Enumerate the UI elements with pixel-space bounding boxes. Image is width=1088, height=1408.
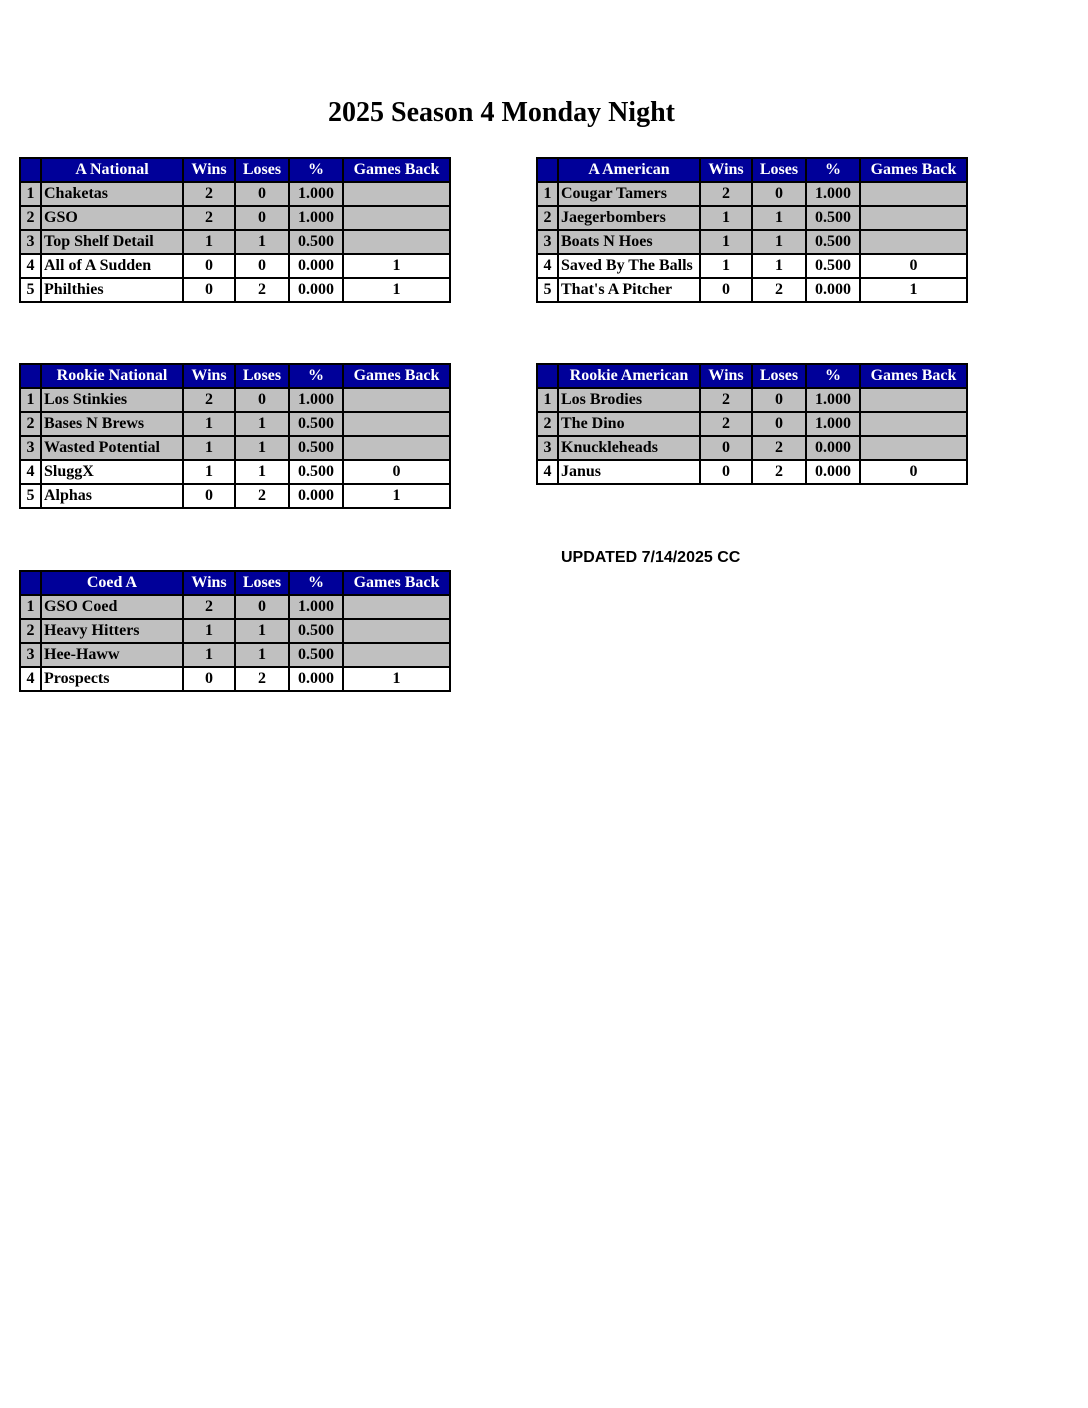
team-name-cell: Philthies	[41, 278, 183, 302]
games-back-cell: 1	[343, 484, 450, 508]
games-back-cell	[343, 595, 450, 619]
wins-cell: 0	[183, 278, 235, 302]
pct-cell: 1.000	[806, 182, 860, 206]
table-row	[20, 484, 450, 508]
wins-cell: 2	[183, 595, 235, 619]
wins-header: Wins	[183, 571, 235, 595]
table-row	[20, 436, 450, 460]
rank-cell: 1	[20, 388, 41, 412]
games-back-header: Games Back	[860, 158, 967, 182]
team-name-cell: Los Stinkies	[41, 388, 183, 412]
division-name: Coed A	[41, 571, 183, 595]
wins-cell: 0	[183, 254, 235, 278]
loses-header: Loses	[752, 158, 806, 182]
loses-cell: 1	[752, 230, 806, 254]
games-back-header: Games Back	[343, 158, 450, 182]
table-row	[20, 388, 450, 412]
rank-cell: 1	[20, 595, 41, 619]
games-back-cell	[860, 436, 967, 460]
wins-cell: 2	[700, 182, 752, 206]
loses-header: Loses	[235, 364, 289, 388]
standings-table-a-american	[536, 157, 968, 303]
loses-cell: 1	[752, 254, 806, 278]
table-row	[20, 230, 450, 254]
team-name-cell: Chaketas	[41, 182, 183, 206]
loses-cell: 0	[235, 254, 289, 278]
table-row	[537, 460, 967, 484]
table-row	[20, 206, 450, 230]
pct-header: %	[806, 364, 860, 388]
pct-cell: 0.500	[289, 230, 343, 254]
table-row	[20, 182, 450, 206]
rank-cell: 5	[537, 278, 558, 302]
table-row	[537, 412, 967, 436]
standings-table-rookie-american	[536, 363, 968, 485]
wins-cell: 2	[183, 388, 235, 412]
games-back-header: Games Back	[343, 364, 450, 388]
team-name-cell: Saved By The Balls	[558, 254, 700, 278]
team-name-cell: GSO Coed	[41, 595, 183, 619]
games-back-header: Games Back	[860, 364, 967, 388]
rank-cell: 4	[20, 667, 41, 691]
team-name-cell: GSO	[41, 206, 183, 230]
team-name-cell: SluggX	[41, 460, 183, 484]
loses-cell: 0	[235, 388, 289, 412]
games-back-cell	[343, 643, 450, 667]
rank-cell: 2	[537, 412, 558, 436]
games-back-cell: 1	[343, 254, 450, 278]
wins-header: Wins	[700, 364, 752, 388]
wins-cell: 1	[183, 230, 235, 254]
rank-cell: 4	[20, 254, 41, 278]
wins-cell: 1	[700, 206, 752, 230]
wins-cell: 2	[183, 206, 235, 230]
team-name-cell: Hee-Haww	[41, 643, 183, 667]
rank-cell: 3	[537, 230, 558, 254]
team-name-cell: That's A Pitcher	[558, 278, 700, 302]
games-back-cell	[860, 230, 967, 254]
table-row	[20, 619, 450, 643]
team-name-cell: Jaegerbombers	[558, 206, 700, 230]
loses-header: Loses	[235, 571, 289, 595]
rank-cell: 2	[20, 619, 41, 643]
team-name-cell: Alphas	[41, 484, 183, 508]
rank-cell: 2	[537, 206, 558, 230]
header-row	[20, 364, 450, 388]
rank-cell: 3	[20, 436, 41, 460]
division-name: A National	[41, 158, 183, 182]
standings-table-a-national	[19, 157, 451, 303]
games-back-cell	[343, 388, 450, 412]
loses-header: Loses	[235, 158, 289, 182]
loses-cell: 1	[235, 412, 289, 436]
pct-cell: 1.000	[806, 388, 860, 412]
rank-cell: 2	[20, 412, 41, 436]
wins-cell: 0	[700, 278, 752, 302]
pct-cell: 0.000	[806, 436, 860, 460]
games-back-cell	[343, 182, 450, 206]
rank-cell: 3	[20, 230, 41, 254]
wins-cell: 0	[700, 436, 752, 460]
games-back-header: Games Back	[343, 571, 450, 595]
games-back-cell: 0	[860, 254, 967, 278]
rank-cell: 5	[20, 484, 41, 508]
team-name-cell: Top Shelf Detail	[41, 230, 183, 254]
pct-cell: 1.000	[289, 388, 343, 412]
loses-cell: 1	[235, 230, 289, 254]
table-row	[537, 388, 967, 412]
loses-cell: 2	[752, 460, 806, 484]
games-back-cell	[860, 388, 967, 412]
games-back-cell	[343, 436, 450, 460]
pct-cell: 0.000	[289, 667, 343, 691]
games-back-cell: 1	[343, 667, 450, 691]
rank-cell: 1	[537, 388, 558, 412]
table-row	[20, 254, 450, 278]
header-row	[20, 158, 450, 182]
pct-cell: 0.000	[806, 460, 860, 484]
team-name-cell: Los Brodies	[558, 388, 700, 412]
loses-cell: 0	[235, 595, 289, 619]
games-back-cell: 1	[860, 278, 967, 302]
team-name-cell: Cougar Tamers	[558, 182, 700, 206]
pct-cell: 0.500	[806, 206, 860, 230]
updated-note: UPDATED 7/14/2025 CC	[561, 549, 741, 566]
team-name-cell: Prospects	[41, 667, 183, 691]
header-row	[537, 364, 967, 388]
games-back-cell	[860, 206, 967, 230]
table-row	[20, 667, 450, 691]
loses-cell: 1	[235, 643, 289, 667]
pct-cell: 0.500	[289, 619, 343, 643]
table-row	[537, 254, 967, 278]
wins-cell: 2	[700, 412, 752, 436]
team-name-cell: Janus	[558, 460, 700, 484]
table-row	[20, 643, 450, 667]
loses-cell: 0	[235, 206, 289, 230]
team-name-cell: Boats N Hoes	[558, 230, 700, 254]
rank-header	[20, 571, 41, 595]
table-row	[20, 278, 450, 302]
rank-cell: 4	[537, 460, 558, 484]
rank-header	[20, 364, 41, 388]
loses-header: Loses	[752, 364, 806, 388]
loses-cell: 2	[235, 484, 289, 508]
division-name: A American	[558, 158, 700, 182]
games-back-cell	[343, 206, 450, 230]
division-name: Rookie National	[41, 364, 183, 388]
rank-cell: 3	[537, 436, 558, 460]
rank-cell: 2	[20, 206, 41, 230]
table-row	[20, 595, 450, 619]
division-name: Rookie American	[558, 364, 700, 388]
wins-cell: 1	[700, 254, 752, 278]
loses-cell: 0	[752, 182, 806, 206]
pct-cell: 1.000	[289, 182, 343, 206]
pct-cell: 0.500	[806, 254, 860, 278]
wins-cell: 1	[183, 643, 235, 667]
games-back-cell	[343, 412, 450, 436]
wins-cell: 2	[183, 182, 235, 206]
games-back-cell: 0	[343, 460, 450, 484]
loses-cell: 2	[752, 436, 806, 460]
games-back-cell	[860, 412, 967, 436]
rank-cell: 4	[20, 460, 41, 484]
loses-cell: 1	[235, 436, 289, 460]
page-title: 2025 Season 4 Monday Night	[328, 97, 675, 128]
table-row	[20, 412, 450, 436]
loses-cell: 1	[235, 460, 289, 484]
games-back-cell: 1	[343, 278, 450, 302]
games-back-cell: 0	[860, 460, 967, 484]
pct-cell: 1.000	[289, 595, 343, 619]
pct-header: %	[289, 571, 343, 595]
rank-cell: 4	[537, 254, 558, 278]
wins-cell: 1	[183, 619, 235, 643]
games-back-cell	[343, 619, 450, 643]
table-row	[537, 278, 967, 302]
table-row	[20, 460, 450, 484]
loses-cell: 0	[752, 412, 806, 436]
loses-cell: 1	[235, 619, 289, 643]
pct-cell: 0.500	[289, 460, 343, 484]
wins-cell: 1	[183, 412, 235, 436]
rank-cell: 1	[537, 182, 558, 206]
pct-cell: 0.500	[289, 643, 343, 667]
standings-table-coed-a	[19, 570, 451, 692]
wins-header: Wins	[183, 364, 235, 388]
team-name-cell: Wasted Potential	[41, 436, 183, 460]
pct-cell: 0.000	[806, 278, 860, 302]
games-back-cell	[860, 182, 967, 206]
wins-cell: 1	[183, 460, 235, 484]
team-name-cell: All of A Sudden	[41, 254, 183, 278]
rank-header	[20, 158, 41, 182]
table-row	[537, 230, 967, 254]
loses-cell: 2	[235, 278, 289, 302]
loses-cell: 0	[235, 182, 289, 206]
wins-cell: 1	[183, 436, 235, 460]
rank-cell: 1	[20, 182, 41, 206]
pct-cell: 0.000	[289, 254, 343, 278]
wins-cell: 2	[700, 388, 752, 412]
loses-cell: 2	[235, 667, 289, 691]
rank-header	[537, 158, 558, 182]
pct-header: %	[289, 364, 343, 388]
header-row	[20, 571, 450, 595]
team-name-cell: Heavy Hitters	[41, 619, 183, 643]
pct-cell: 0.500	[289, 412, 343, 436]
table-row	[537, 182, 967, 206]
loses-cell: 0	[752, 388, 806, 412]
pct-cell: 0.000	[289, 278, 343, 302]
pct-cell: 1.000	[289, 206, 343, 230]
rank-header	[537, 364, 558, 388]
team-name-cell: Knuckleheads	[558, 436, 700, 460]
loses-cell: 2	[752, 278, 806, 302]
standings-table-rookie-national	[19, 363, 451, 509]
wins-cell: 1	[700, 230, 752, 254]
pct-cell: 0.500	[806, 230, 860, 254]
rank-cell: 3	[20, 643, 41, 667]
pct-header: %	[289, 158, 343, 182]
loses-cell: 1	[752, 206, 806, 230]
pct-cell: 1.000	[806, 412, 860, 436]
wins-header: Wins	[183, 158, 235, 182]
header-row	[537, 158, 967, 182]
pct-cell: 0.000	[289, 484, 343, 508]
pct-header: %	[806, 158, 860, 182]
team-name-cell: Bases N Brews	[41, 412, 183, 436]
wins-cell: 0	[183, 667, 235, 691]
table-row	[537, 206, 967, 230]
wins-header: Wins	[700, 158, 752, 182]
pct-cell: 0.500	[289, 436, 343, 460]
team-name-cell: The Dino	[558, 412, 700, 436]
games-back-cell	[343, 230, 450, 254]
wins-cell: 0	[183, 484, 235, 508]
rank-cell: 5	[20, 278, 41, 302]
wins-cell: 0	[700, 460, 752, 484]
table-row	[537, 436, 967, 460]
